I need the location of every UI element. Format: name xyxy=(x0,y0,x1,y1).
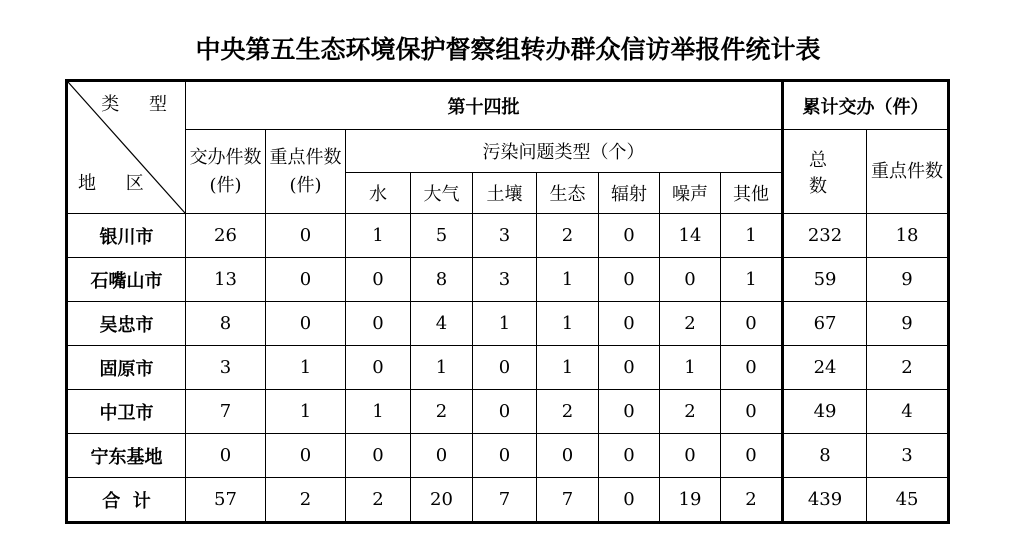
value-cell: 4 xyxy=(867,390,949,434)
value-cell: 1 xyxy=(721,214,783,258)
value-cell: 57 xyxy=(186,478,266,523)
value-cell: 2 xyxy=(266,478,346,523)
value-cell: 0 xyxy=(660,434,721,478)
value-cell: 0 xyxy=(473,390,537,434)
value-cell: 1 xyxy=(266,390,346,434)
value-cell: 0 xyxy=(346,346,411,390)
corner-header-cell xyxy=(67,81,186,214)
value-cell: 7 xyxy=(537,478,599,523)
value-cell: 0 xyxy=(599,302,660,346)
value-cell: 2 xyxy=(537,390,599,434)
table-row xyxy=(67,434,949,478)
region-cell: 中卫市 xyxy=(67,390,186,434)
pollution-type-ecology: 生态 xyxy=(537,173,599,214)
value-cell: 232 xyxy=(783,214,867,258)
value-cell: 7 xyxy=(473,478,537,523)
corner-region-label: 地 区 xyxy=(78,173,156,194)
value-cell: 45 xyxy=(867,478,949,523)
pollution-type-water: 水 xyxy=(346,173,411,214)
pollution-type-air: 大气 xyxy=(411,173,473,214)
value-cell: 0 xyxy=(721,434,783,478)
value-cell: 0 xyxy=(473,346,537,390)
region-cell: 固原市 xyxy=(67,346,186,390)
value-cell: 0 xyxy=(721,302,783,346)
value-cell: 0 xyxy=(599,258,660,302)
value-cell: 9 xyxy=(867,302,949,346)
value-cell: 2 xyxy=(660,390,721,434)
value-cell: 3 xyxy=(473,214,537,258)
value-cell: 0 xyxy=(266,258,346,302)
value-cell: 8 xyxy=(411,258,473,302)
assigned-header: 交办件数(件) xyxy=(186,130,266,214)
page-title: 中央第五生态环境保护督察组转办群众信访举报件统计表 xyxy=(195,35,821,64)
value-cell: 5 xyxy=(411,214,473,258)
value-cell: 0 xyxy=(346,434,411,478)
value-cell: 20 xyxy=(411,478,473,523)
table-row xyxy=(67,302,949,346)
table-row xyxy=(67,346,949,390)
value-cell: 7 xyxy=(186,390,266,434)
value-cell: 24 xyxy=(783,346,867,390)
value-cell: 1 xyxy=(346,214,411,258)
value-cell: 0 xyxy=(599,434,660,478)
pollution-type-header: 污染问题类型（个） xyxy=(346,130,783,173)
value-cell: 2 xyxy=(660,302,721,346)
value-cell: 1 xyxy=(266,346,346,390)
table-row xyxy=(67,478,949,523)
value-cell: 2 xyxy=(537,214,599,258)
value-cell: 2 xyxy=(346,478,411,523)
value-cell: 0 xyxy=(721,390,783,434)
value-cell: 1 xyxy=(537,302,599,346)
value-cell: 0 xyxy=(473,434,537,478)
value-cell: 0 xyxy=(411,434,473,478)
value-cell: 49 xyxy=(783,390,867,434)
value-cell: 439 xyxy=(783,478,867,523)
region-cell: 银川市 xyxy=(67,214,186,258)
value-cell: 26 xyxy=(186,214,266,258)
region-cell: 宁东基地 xyxy=(67,434,186,478)
table-row xyxy=(67,214,949,258)
value-cell: 59 xyxy=(783,258,867,302)
value-cell: 0 xyxy=(346,258,411,302)
value-cell: 2 xyxy=(721,478,783,523)
value-cell: 18 xyxy=(867,214,949,258)
value-cell: 1 xyxy=(537,346,599,390)
value-cell: 1 xyxy=(346,390,411,434)
statistics-table xyxy=(65,79,950,524)
value-cell: 1 xyxy=(473,302,537,346)
value-cell: 3 xyxy=(186,346,266,390)
corner-type-label: 类 型 xyxy=(101,94,179,115)
value-cell: 8 xyxy=(783,434,867,478)
value-cell: 9 xyxy=(867,258,949,302)
value-cell: 0 xyxy=(266,214,346,258)
value-cell: 0 xyxy=(266,302,346,346)
pollution-type-radiation: 辐射 xyxy=(599,173,660,214)
value-cell: 67 xyxy=(783,302,867,346)
value-cell: 0 xyxy=(599,478,660,523)
value-cell: 0 xyxy=(346,302,411,346)
value-cell: 14 xyxy=(660,214,721,258)
total-header: 总 数 xyxy=(783,130,867,214)
value-cell: 0 xyxy=(599,346,660,390)
pollution-type-noise: 噪声 xyxy=(660,173,721,214)
value-cell: 0 xyxy=(537,434,599,478)
value-cell: 3 xyxy=(867,434,949,478)
value-cell: 8 xyxy=(186,302,266,346)
pollution-type-other: 其他 xyxy=(721,173,783,214)
region-cell: 吴忠市 xyxy=(67,302,186,346)
value-cell: 1 xyxy=(411,346,473,390)
value-cell: 4 xyxy=(411,302,473,346)
pollution-type-soil: 土壤 xyxy=(473,173,537,214)
table-row xyxy=(67,390,949,434)
value-cell: 0 xyxy=(660,258,721,302)
value-cell: 13 xyxy=(186,258,266,302)
batch-header: 第十四批 xyxy=(186,81,783,130)
cumulative-header: 累计交办（件） xyxy=(783,81,949,130)
value-cell: 0 xyxy=(599,214,660,258)
value-cell: 0 xyxy=(266,434,346,478)
region-cell: 合 计 xyxy=(67,478,186,523)
value-cell: 1 xyxy=(660,346,721,390)
value-cell: 0 xyxy=(186,434,266,478)
value-cell: 3 xyxy=(473,258,537,302)
key-cases-header: 重点件数(件) xyxy=(266,130,346,214)
value-cell: 2 xyxy=(867,346,949,390)
value-cell: 2 xyxy=(411,390,473,434)
value-cell: 0 xyxy=(599,390,660,434)
table-row xyxy=(67,258,949,302)
value-cell: 1 xyxy=(721,258,783,302)
cumulative-key-header: 重点件数 xyxy=(867,130,949,214)
value-cell: 1 xyxy=(537,258,599,302)
value-cell: 19 xyxy=(660,478,721,523)
value-cell: 0 xyxy=(721,346,783,390)
region-cell: 石嘴山市 xyxy=(67,258,186,302)
